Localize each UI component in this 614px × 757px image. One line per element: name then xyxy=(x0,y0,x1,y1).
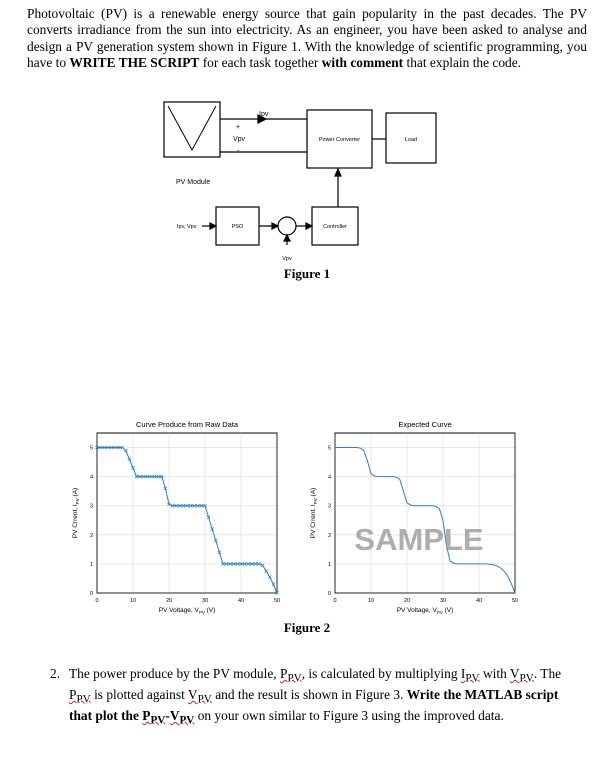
label-plus: + xyxy=(236,124,241,131)
label-pso: PSO xyxy=(231,224,244,230)
chart-title: Expected Curve xyxy=(398,420,452,429)
y-tick-label: 0 xyxy=(89,591,93,597)
sum-to-controller-arrow xyxy=(306,223,312,229)
pv-module-symbol xyxy=(168,106,216,150)
y-tick-label: 1 xyxy=(327,561,331,568)
x-tick-label: 10 xyxy=(129,598,137,604)
label-ipv-vpv: Ipv, Vpv xyxy=(177,224,197,230)
y-tick-label: 1 xyxy=(89,561,93,568)
q2-vpv-2-main: V xyxy=(187,686,198,702)
input-arrow xyxy=(210,223,216,229)
intro-bold-2: with comment xyxy=(321,54,404,70)
q2-ipv xyxy=(460,666,480,685)
plot-area xyxy=(335,433,515,593)
label-load: Load xyxy=(404,137,418,143)
q2-ppv-3 xyxy=(142,707,166,727)
q2-text-6: and the result is shown in Figure 3. xyxy=(211,686,407,702)
q2-dash: - xyxy=(165,707,170,723)
controller-to-converter-arrow xyxy=(335,169,341,176)
y-tick-label: 2 xyxy=(89,532,93,539)
x-tick-label: 40 xyxy=(475,598,483,604)
label-pv-module: PV Module xyxy=(176,179,211,186)
q2-ppv-1 xyxy=(279,666,302,685)
q2-vpv-2-sub: PV xyxy=(197,693,212,706)
x-tick-label: 20 xyxy=(403,598,411,604)
intro-text-3: that explain the code. xyxy=(403,54,522,70)
figure2-caption: Figure 2 xyxy=(283,620,331,635)
figure2-charts xyxy=(0,400,614,620)
x-tick-label: 50 xyxy=(273,598,281,604)
q2-ppv-3-main: P xyxy=(142,707,151,723)
y-axis-label: PV Crrent, $I_{PV}$ (A) xyxy=(72,487,80,539)
y-tick-label: 0 xyxy=(327,591,331,597)
q2-text-3: with xyxy=(479,666,510,681)
label-minus: - xyxy=(237,148,240,155)
chart-title: Curve Produce from Raw Data xyxy=(135,420,239,429)
y-tick-label: 5 xyxy=(327,445,331,452)
summing-junction xyxy=(278,217,296,235)
q2-ppv-3-sub: PV xyxy=(150,714,166,727)
intro-text-2: for each task together xyxy=(199,54,322,70)
x-tick-label: 20 xyxy=(165,598,173,604)
q2-text-7: on your own similar to Figure 3 using the improved data. xyxy=(194,707,504,723)
q2-ppv-1-main: P xyxy=(279,666,288,681)
q2-ppv-2-main: P xyxy=(69,686,77,702)
x-axis-label: PV Voltage, $V_{PV}$ (V) xyxy=(396,607,454,615)
q2-ipv-sub: PV xyxy=(465,672,480,685)
q2-vpv-1 xyxy=(509,666,534,685)
q2-text-2: , is calculated by multiplying xyxy=(301,666,461,681)
y-tick-label: 3 xyxy=(327,503,331,510)
q2-vpv-2 xyxy=(187,686,212,706)
label-controller: Controller xyxy=(323,224,347,230)
q2-bold-text: Write the MATLAB script that plot the xyxy=(69,686,559,723)
label-power-converter: Power Converter xyxy=(318,137,361,143)
vpv-ref-arrow xyxy=(284,235,290,241)
x-tick-label: 0 xyxy=(333,598,337,604)
q2-vpv-1-main: V xyxy=(509,666,520,681)
q2-text-1: The power produce by the PV module, xyxy=(69,666,280,681)
q2-vpv-3-sub: PV xyxy=(179,714,195,727)
figure1-caption: Figure 1 xyxy=(283,266,331,281)
label-vpv-ref: Vpv xyxy=(282,256,292,262)
y-tick-label: 5 xyxy=(89,445,93,452)
y-tick-label: 2 xyxy=(327,532,331,539)
intro-text-1: Photovoltaic (PV) is a renewable energy source that gain popularity in the past decades. The PV converts irradiance from the sun into electricity. As an engineer, you have been asked to analyse and design a PV generation system shown in Figure 1. With the knowledge of scientific programming, you have to xyxy=(27,6,587,70)
q2-ipv-main: I xyxy=(460,666,466,681)
q2-ppv-2 xyxy=(69,686,91,706)
label-vpv: Vpv xyxy=(233,136,246,143)
x-tick-label: 10 xyxy=(367,598,375,604)
y-tick-label: 4 xyxy=(327,474,331,481)
pv-module-box xyxy=(164,102,220,157)
q2-vpv-1-sub: PV xyxy=(519,672,534,685)
q2-text-5: is plotted against xyxy=(90,686,188,702)
plot-area xyxy=(97,433,277,593)
q2-vpv-3 xyxy=(169,707,195,727)
pso-to-sum-arrow xyxy=(272,223,278,229)
chart-expected-curve xyxy=(310,420,518,615)
y-axis-label: PV Crrent, $I_{PV}$ (A) xyxy=(310,487,318,539)
figure1-diagram xyxy=(0,0,614,270)
q2-vpv-3-main: V xyxy=(169,707,180,723)
sample-watermark: SAMPLE xyxy=(354,522,484,557)
x-tick-label: 50 xyxy=(511,598,519,604)
q2-ppv-1-sub: PV xyxy=(287,672,302,685)
chart-raw-data xyxy=(72,420,280,615)
y-tick-label: 3 xyxy=(89,503,93,510)
q2-ppv-2-sub: PV xyxy=(76,693,91,706)
x-axis-label: PV Voltage, $V_{PV}$ (V) xyxy=(158,607,216,615)
x-tick-label: 30 xyxy=(439,598,447,604)
x-tick-label: 40 xyxy=(237,598,245,604)
x-tick-label: 30 xyxy=(201,598,209,604)
y-tick-label: 4 xyxy=(89,474,93,481)
question-number: 2. xyxy=(50,666,61,681)
label-ipv: Ipv xyxy=(259,111,269,118)
intro-bold-1: WRITE THE SCRIPT xyxy=(69,54,200,70)
x-tick-label: 0 xyxy=(95,598,99,604)
q2-text-4: . The xyxy=(533,666,562,681)
question-2-body xyxy=(69,666,569,729)
